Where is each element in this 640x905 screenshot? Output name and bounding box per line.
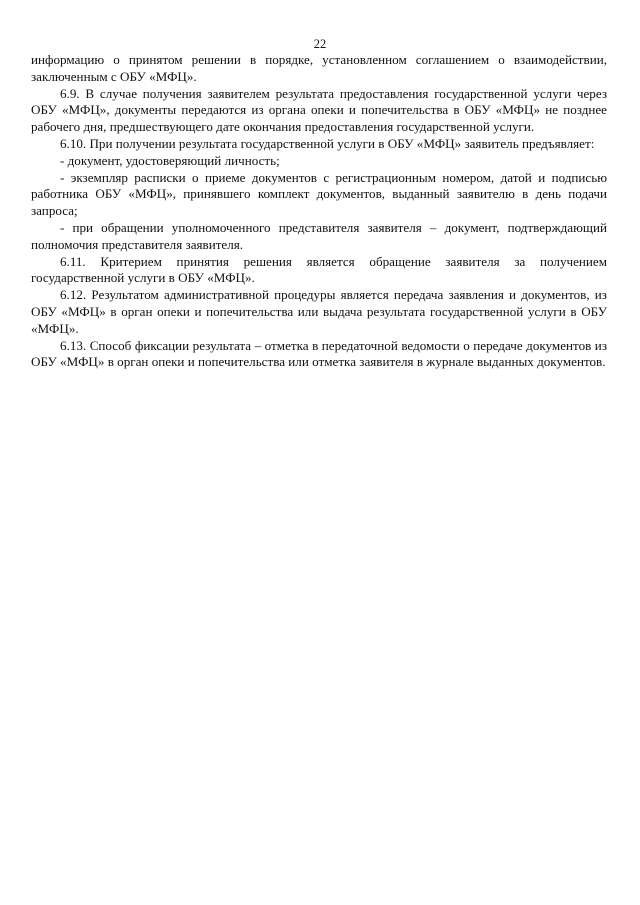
paragraph-6-12: 6.12. Результатом административной процедуры является передача заявления и документов, из ОБУ «МФЦ» в орган опеки и попечительства или выдача результата государственной услуги в ОБУ «МФЦ». <box>31 287 607 336</box>
list-item-representative-authority: - при обращении уполномоченного представителя заявителя – документ, подтверждающий полномочия представителя заявителя. <box>31 219 607 252</box>
document-body <box>31 52 607 371</box>
list-item-receipt-copy: - экземпляр расписки о приеме документов с регистрационным номером, датой и подписью работника ОБУ «МФЦ», принявшего комплект документов, выданный заявителю в день подачи запроса; <box>31 169 607 219</box>
paragraph-6-11: 6.11. Критерием принятия решения является обращение заявителя за получением государственной услуги в ОБУ «МФЦ». <box>31 253 607 286</box>
paragraph-6-13: 6.13. Способ фиксации результата – отметка в передаточной ведомости о передаче документов из ОБУ «МФЦ» в орган опеки и попечительства или отметка заявителя в журнале выданных документов. <box>31 337 607 370</box>
paragraph-6-10: 6.10. При получении результата государственной услуги в ОБУ «МФЦ» заявитель предъявляет: <box>60 135 595 151</box>
paragraph-continuation: информацию о принятом решении в порядке, установленном соглашением о взаимодействии, заключенным с ОБУ «МФЦ». <box>31 52 607 84</box>
paragraph-6-9: 6.9. В случае получения заявителем результата предоставления государственной услуги через ОБУ «МФЦ», документы передаются из органа опеки и попечительства в ОБУ «МФЦ» не позднее рабочего дня, предшествующего дате окончания предоставления государственной услуги. <box>31 85 607 135</box>
page-number: 22 <box>313 37 327 51</box>
list-item-identity-document: - документ, удостоверяющий личность; <box>60 152 280 168</box>
